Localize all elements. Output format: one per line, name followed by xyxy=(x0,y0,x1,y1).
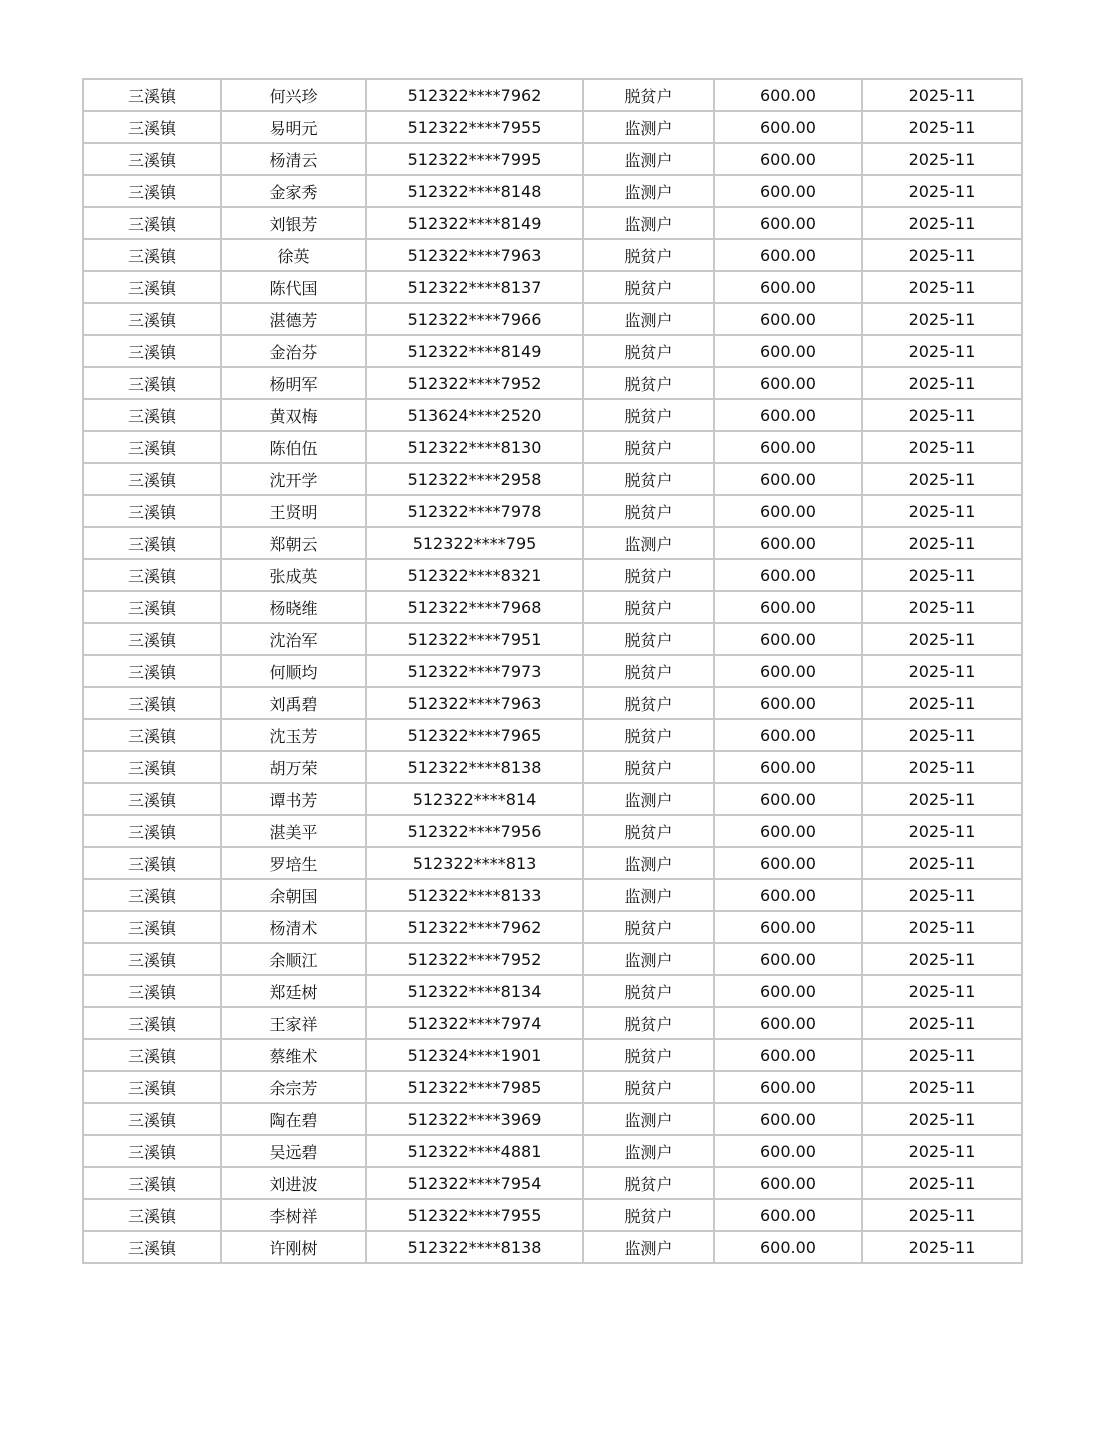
id-number-cell: 512322****7995 xyxy=(366,143,583,175)
id-number-cell: 512322****3969 xyxy=(366,1103,583,1135)
town-cell: 三溪镇 xyxy=(83,783,221,815)
name-cell: 陈伯伍 xyxy=(221,431,366,463)
table-row xyxy=(83,463,1022,495)
name-cell: 王家祥 xyxy=(221,1007,366,1039)
household-type-cell: 监测户 xyxy=(583,783,714,815)
name-cell: 何兴珍 xyxy=(221,79,366,111)
household-type-cell: 监测户 xyxy=(583,527,714,559)
month-cell: 2025-11 xyxy=(862,271,1022,303)
town-cell: 三溪镇 xyxy=(83,239,221,271)
town-cell: 三溪镇 xyxy=(83,815,221,847)
table-row xyxy=(83,623,1022,655)
table-row xyxy=(83,943,1022,975)
table-row xyxy=(83,559,1022,591)
amount-cell: 600.00 xyxy=(714,175,862,207)
table-row xyxy=(83,1135,1022,1167)
month-cell: 2025-11 xyxy=(862,463,1022,495)
name-cell: 余宗芳 xyxy=(221,1071,366,1103)
name-cell: 王贤明 xyxy=(221,495,366,527)
name-cell: 蔡维术 xyxy=(221,1039,366,1071)
table-row xyxy=(83,367,1022,399)
amount-cell: 600.00 xyxy=(714,399,862,431)
id-number-cell: 512322****7962 xyxy=(366,911,583,943)
table-row xyxy=(83,1071,1022,1103)
table-row xyxy=(83,879,1022,911)
household-type-cell: 脱贫户 xyxy=(583,399,714,431)
name-cell: 许刚树 xyxy=(221,1231,366,1263)
town-cell: 三溪镇 xyxy=(83,463,221,495)
month-cell: 2025-11 xyxy=(862,879,1022,911)
town-cell: 三溪镇 xyxy=(83,1071,221,1103)
amount-cell: 600.00 xyxy=(714,847,862,879)
id-number-cell: 512322****8138 xyxy=(366,1231,583,1263)
id-number-cell: 512322****8149 xyxy=(366,335,583,367)
id-number-cell: 512322****8149 xyxy=(366,207,583,239)
amount-cell: 600.00 xyxy=(714,719,862,751)
town-cell: 三溪镇 xyxy=(83,687,221,719)
month-cell: 2025-11 xyxy=(862,591,1022,623)
table-row xyxy=(83,399,1022,431)
household-type-cell: 监测户 xyxy=(583,175,714,207)
name-cell: 郑廷树 xyxy=(221,975,366,1007)
household-type-cell: 监测户 xyxy=(583,847,714,879)
table-row xyxy=(83,175,1022,207)
table-body xyxy=(83,79,1022,1263)
name-cell: 刘禹碧 xyxy=(221,687,366,719)
table-row xyxy=(83,1039,1022,1071)
amount-cell: 600.00 xyxy=(714,1103,862,1135)
month-cell: 2025-11 xyxy=(862,399,1022,431)
table-row xyxy=(83,1103,1022,1135)
name-cell: 张成英 xyxy=(221,559,366,591)
month-cell: 2025-11 xyxy=(862,975,1022,1007)
town-cell: 三溪镇 xyxy=(83,367,221,399)
name-cell: 金家秀 xyxy=(221,175,366,207)
amount-cell: 600.00 xyxy=(714,1071,862,1103)
month-cell: 2025-11 xyxy=(862,527,1022,559)
amount-cell: 600.00 xyxy=(714,815,862,847)
amount-cell: 600.00 xyxy=(714,463,862,495)
id-number-cell: 512322****7963 xyxy=(366,687,583,719)
town-cell: 三溪镇 xyxy=(83,303,221,335)
town-cell: 三溪镇 xyxy=(83,655,221,687)
amount-cell: 600.00 xyxy=(714,111,862,143)
month-cell: 2025-11 xyxy=(862,751,1022,783)
household-type-cell: 脱贫户 xyxy=(583,239,714,271)
table-row xyxy=(83,111,1022,143)
household-type-cell: 脱贫户 xyxy=(583,719,714,751)
household-type-cell: 脱贫户 xyxy=(583,623,714,655)
table-row xyxy=(83,1231,1022,1263)
month-cell: 2025-11 xyxy=(862,143,1022,175)
town-cell: 三溪镇 xyxy=(83,207,221,239)
household-type-cell: 脱贫户 xyxy=(583,911,714,943)
id-number-cell: 512322****7978 xyxy=(366,495,583,527)
household-type-cell: 脱贫户 xyxy=(583,815,714,847)
id-number-cell: 512322****4881 xyxy=(366,1135,583,1167)
id-number-cell: 512322****8130 xyxy=(366,431,583,463)
name-cell: 沈治军 xyxy=(221,623,366,655)
month-cell: 2025-11 xyxy=(862,207,1022,239)
month-cell: 2025-11 xyxy=(862,1135,1022,1167)
table-row xyxy=(83,751,1022,783)
month-cell: 2025-11 xyxy=(862,1007,1022,1039)
household-type-cell: 脱贫户 xyxy=(583,1167,714,1199)
subsidy-roster-table xyxy=(82,78,1023,1264)
id-number-cell: 512322****7963 xyxy=(366,239,583,271)
amount-cell: 600.00 xyxy=(714,207,862,239)
amount-cell: 600.00 xyxy=(714,527,862,559)
household-type-cell: 脱贫户 xyxy=(583,751,714,783)
town-cell: 三溪镇 xyxy=(83,1167,221,1199)
table-row xyxy=(83,719,1022,751)
household-type-cell: 监测户 xyxy=(583,303,714,335)
id-number-cell: 512322****7966 xyxy=(366,303,583,335)
id-number-cell: 512322****795 xyxy=(366,527,583,559)
amount-cell: 600.00 xyxy=(714,1135,862,1167)
id-number-cell: 512322****8138 xyxy=(366,751,583,783)
amount-cell: 600.00 xyxy=(714,943,862,975)
amount-cell: 600.00 xyxy=(714,1039,862,1071)
amount-cell: 600.00 xyxy=(714,687,862,719)
household-type-cell: 监测户 xyxy=(583,1231,714,1263)
table-row xyxy=(83,815,1022,847)
amount-cell: 600.00 xyxy=(714,431,862,463)
name-cell: 郑朝云 xyxy=(221,527,366,559)
month-cell: 2025-11 xyxy=(862,1167,1022,1199)
household-type-cell: 脱贫户 xyxy=(583,591,714,623)
id-number-cell: 512322****8148 xyxy=(366,175,583,207)
amount-cell: 600.00 xyxy=(714,559,862,591)
name-cell: 金治芬 xyxy=(221,335,366,367)
town-cell: 三溪镇 xyxy=(83,79,221,111)
household-type-cell: 脱贫户 xyxy=(583,271,714,303)
name-cell: 刘进波 xyxy=(221,1167,366,1199)
household-type-cell: 脱贫户 xyxy=(583,335,714,367)
month-cell: 2025-11 xyxy=(862,687,1022,719)
household-type-cell: 脱贫户 xyxy=(583,1199,714,1231)
id-number-cell: 513624****2520 xyxy=(366,399,583,431)
table-row xyxy=(83,79,1022,111)
name-cell: 刘银芳 xyxy=(221,207,366,239)
town-cell: 三溪镇 xyxy=(83,527,221,559)
name-cell: 余顺江 xyxy=(221,943,366,975)
household-type-cell: 脱贫户 xyxy=(583,367,714,399)
table-row xyxy=(83,1167,1022,1199)
month-cell: 2025-11 xyxy=(862,175,1022,207)
amount-cell: 600.00 xyxy=(714,591,862,623)
table-row xyxy=(83,495,1022,527)
month-cell: 2025-11 xyxy=(862,719,1022,751)
id-number-cell: 512322****7954 xyxy=(366,1167,583,1199)
town-cell: 三溪镇 xyxy=(83,879,221,911)
amount-cell: 600.00 xyxy=(714,79,862,111)
town-cell: 三溪镇 xyxy=(83,847,221,879)
id-number-cell: 512322****2958 xyxy=(366,463,583,495)
town-cell: 三溪镇 xyxy=(83,399,221,431)
household-type-cell: 脱贫户 xyxy=(583,559,714,591)
month-cell: 2025-11 xyxy=(862,367,1022,399)
month-cell: 2025-11 xyxy=(862,783,1022,815)
id-number-cell: 512322****8321 xyxy=(366,559,583,591)
town-cell: 三溪镇 xyxy=(83,495,221,527)
town-cell: 三溪镇 xyxy=(83,719,221,751)
id-number-cell: 512322****7956 xyxy=(366,815,583,847)
household-type-cell: 脱贫户 xyxy=(583,79,714,111)
household-type-cell: 脱贫户 xyxy=(583,687,714,719)
name-cell: 徐英 xyxy=(221,239,366,271)
table-row xyxy=(83,1007,1022,1039)
amount-cell: 600.00 xyxy=(714,1167,862,1199)
name-cell: 黄双梅 xyxy=(221,399,366,431)
table-row xyxy=(83,143,1022,175)
month-cell: 2025-11 xyxy=(862,1231,1022,1263)
household-type-cell: 监测户 xyxy=(583,879,714,911)
month-cell: 2025-11 xyxy=(862,335,1022,367)
id-number-cell: 512322****7962 xyxy=(366,79,583,111)
table-row xyxy=(83,271,1022,303)
name-cell: 沈玉芳 xyxy=(221,719,366,751)
name-cell: 李树祥 xyxy=(221,1199,366,1231)
month-cell: 2025-11 xyxy=(862,1103,1022,1135)
town-cell: 三溪镇 xyxy=(83,1231,221,1263)
household-type-cell: 脱贫户 xyxy=(583,431,714,463)
month-cell: 2025-11 xyxy=(862,239,1022,271)
month-cell: 2025-11 xyxy=(862,495,1022,527)
name-cell: 罗培生 xyxy=(221,847,366,879)
table-row xyxy=(83,1199,1022,1231)
table-row xyxy=(83,335,1022,367)
month-cell: 2025-11 xyxy=(862,303,1022,335)
amount-cell: 600.00 xyxy=(714,623,862,655)
id-number-cell: 512322****7955 xyxy=(366,111,583,143)
amount-cell: 600.00 xyxy=(714,783,862,815)
name-cell: 易明元 xyxy=(221,111,366,143)
id-number-cell: 512322****8137 xyxy=(366,271,583,303)
amount-cell: 600.00 xyxy=(714,335,862,367)
town-cell: 三溪镇 xyxy=(83,911,221,943)
month-cell: 2025-11 xyxy=(862,79,1022,111)
name-cell: 吴远碧 xyxy=(221,1135,366,1167)
town-cell: 三溪镇 xyxy=(83,751,221,783)
household-type-cell: 监测户 xyxy=(583,943,714,975)
amount-cell: 600.00 xyxy=(714,879,862,911)
town-cell: 三溪镇 xyxy=(83,175,221,207)
town-cell: 三溪镇 xyxy=(83,943,221,975)
household-type-cell: 脱贫户 xyxy=(583,463,714,495)
name-cell: 陈代国 xyxy=(221,271,366,303)
town-cell: 三溪镇 xyxy=(83,591,221,623)
amount-cell: 600.00 xyxy=(714,975,862,1007)
town-cell: 三溪镇 xyxy=(83,335,221,367)
town-cell: 三溪镇 xyxy=(83,975,221,1007)
town-cell: 三溪镇 xyxy=(83,143,221,175)
town-cell: 三溪镇 xyxy=(83,1199,221,1231)
month-cell: 2025-11 xyxy=(862,847,1022,879)
month-cell: 2025-11 xyxy=(862,911,1022,943)
town-cell: 三溪镇 xyxy=(83,1039,221,1071)
month-cell: 2025-11 xyxy=(862,1071,1022,1103)
town-cell: 三溪镇 xyxy=(83,1103,221,1135)
id-number-cell: 512322****7973 xyxy=(366,655,583,687)
household-type-cell: 脱贫户 xyxy=(583,655,714,687)
town-cell: 三溪镇 xyxy=(83,623,221,655)
amount-cell: 600.00 xyxy=(714,1199,862,1231)
id-number-cell: 512322****7974 xyxy=(366,1007,583,1039)
name-cell: 沈开学 xyxy=(221,463,366,495)
month-cell: 2025-11 xyxy=(862,559,1022,591)
month-cell: 2025-11 xyxy=(862,1199,1022,1231)
table-row xyxy=(83,655,1022,687)
amount-cell: 600.00 xyxy=(714,271,862,303)
town-cell: 三溪镇 xyxy=(83,431,221,463)
month-cell: 2025-11 xyxy=(862,943,1022,975)
id-number-cell: 512322****814 xyxy=(366,783,583,815)
amount-cell: 600.00 xyxy=(714,911,862,943)
name-cell: 杨晓维 xyxy=(221,591,366,623)
id-number-cell: 512322****7968 xyxy=(366,591,583,623)
id-number-cell: 512322****7952 xyxy=(366,943,583,975)
town-cell: 三溪镇 xyxy=(83,111,221,143)
name-cell: 杨清云 xyxy=(221,143,366,175)
table-row xyxy=(83,911,1022,943)
month-cell: 2025-11 xyxy=(862,815,1022,847)
id-number-cell: 512322****7951 xyxy=(366,623,583,655)
table-row xyxy=(83,783,1022,815)
id-number-cell: 512324****1901 xyxy=(366,1039,583,1071)
month-cell: 2025-11 xyxy=(862,431,1022,463)
amount-cell: 600.00 xyxy=(714,655,862,687)
id-number-cell: 512322****813 xyxy=(366,847,583,879)
amount-cell: 600.00 xyxy=(714,1231,862,1263)
amount-cell: 600.00 xyxy=(714,303,862,335)
name-cell: 湛德芳 xyxy=(221,303,366,335)
id-number-cell: 512322****8134 xyxy=(366,975,583,1007)
table-row xyxy=(83,687,1022,719)
name-cell: 余朝国 xyxy=(221,879,366,911)
id-number-cell: 512322****7955 xyxy=(366,1199,583,1231)
table-row xyxy=(83,847,1022,879)
amount-cell: 600.00 xyxy=(714,239,862,271)
household-type-cell: 监测户 xyxy=(583,111,714,143)
id-number-cell: 512322****7952 xyxy=(366,367,583,399)
id-number-cell: 512322****7985 xyxy=(366,1071,583,1103)
household-type-cell: 脱贫户 xyxy=(583,1071,714,1103)
household-type-cell: 监测户 xyxy=(583,1103,714,1135)
amount-cell: 600.00 xyxy=(714,367,862,399)
household-type-cell: 监测户 xyxy=(583,1135,714,1167)
table-row xyxy=(83,591,1022,623)
table-row xyxy=(83,527,1022,559)
name-cell: 谭书芳 xyxy=(221,783,366,815)
table-row xyxy=(83,207,1022,239)
town-cell: 三溪镇 xyxy=(83,271,221,303)
household-type-cell: 监测户 xyxy=(583,143,714,175)
table-row xyxy=(83,303,1022,335)
household-type-cell: 脱贫户 xyxy=(583,495,714,527)
month-cell: 2025-11 xyxy=(862,655,1022,687)
month-cell: 2025-11 xyxy=(862,623,1022,655)
town-cell: 三溪镇 xyxy=(83,559,221,591)
month-cell: 2025-11 xyxy=(862,1039,1022,1071)
town-cell: 三溪镇 xyxy=(83,1135,221,1167)
name-cell: 胡万荣 xyxy=(221,751,366,783)
name-cell: 何顺均 xyxy=(221,655,366,687)
id-number-cell: 512322****8133 xyxy=(366,879,583,911)
household-type-cell: 脱贫户 xyxy=(583,975,714,1007)
month-cell: 2025-11 xyxy=(862,111,1022,143)
amount-cell: 600.00 xyxy=(714,143,862,175)
table-row xyxy=(83,975,1022,1007)
amount-cell: 600.00 xyxy=(714,751,862,783)
table-row xyxy=(83,431,1022,463)
household-type-cell: 监测户 xyxy=(583,207,714,239)
household-type-cell: 脱贫户 xyxy=(583,1039,714,1071)
name-cell: 湛美平 xyxy=(221,815,366,847)
amount-cell: 600.00 xyxy=(714,495,862,527)
name-cell: 杨明军 xyxy=(221,367,366,399)
amount-cell: 600.00 xyxy=(714,1007,862,1039)
id-number-cell: 512322****7965 xyxy=(366,719,583,751)
name-cell: 杨清术 xyxy=(221,911,366,943)
town-cell: 三溪镇 xyxy=(83,1007,221,1039)
household-type-cell: 脱贫户 xyxy=(583,1007,714,1039)
table-row xyxy=(83,239,1022,271)
name-cell: 陶在碧 xyxy=(221,1103,366,1135)
